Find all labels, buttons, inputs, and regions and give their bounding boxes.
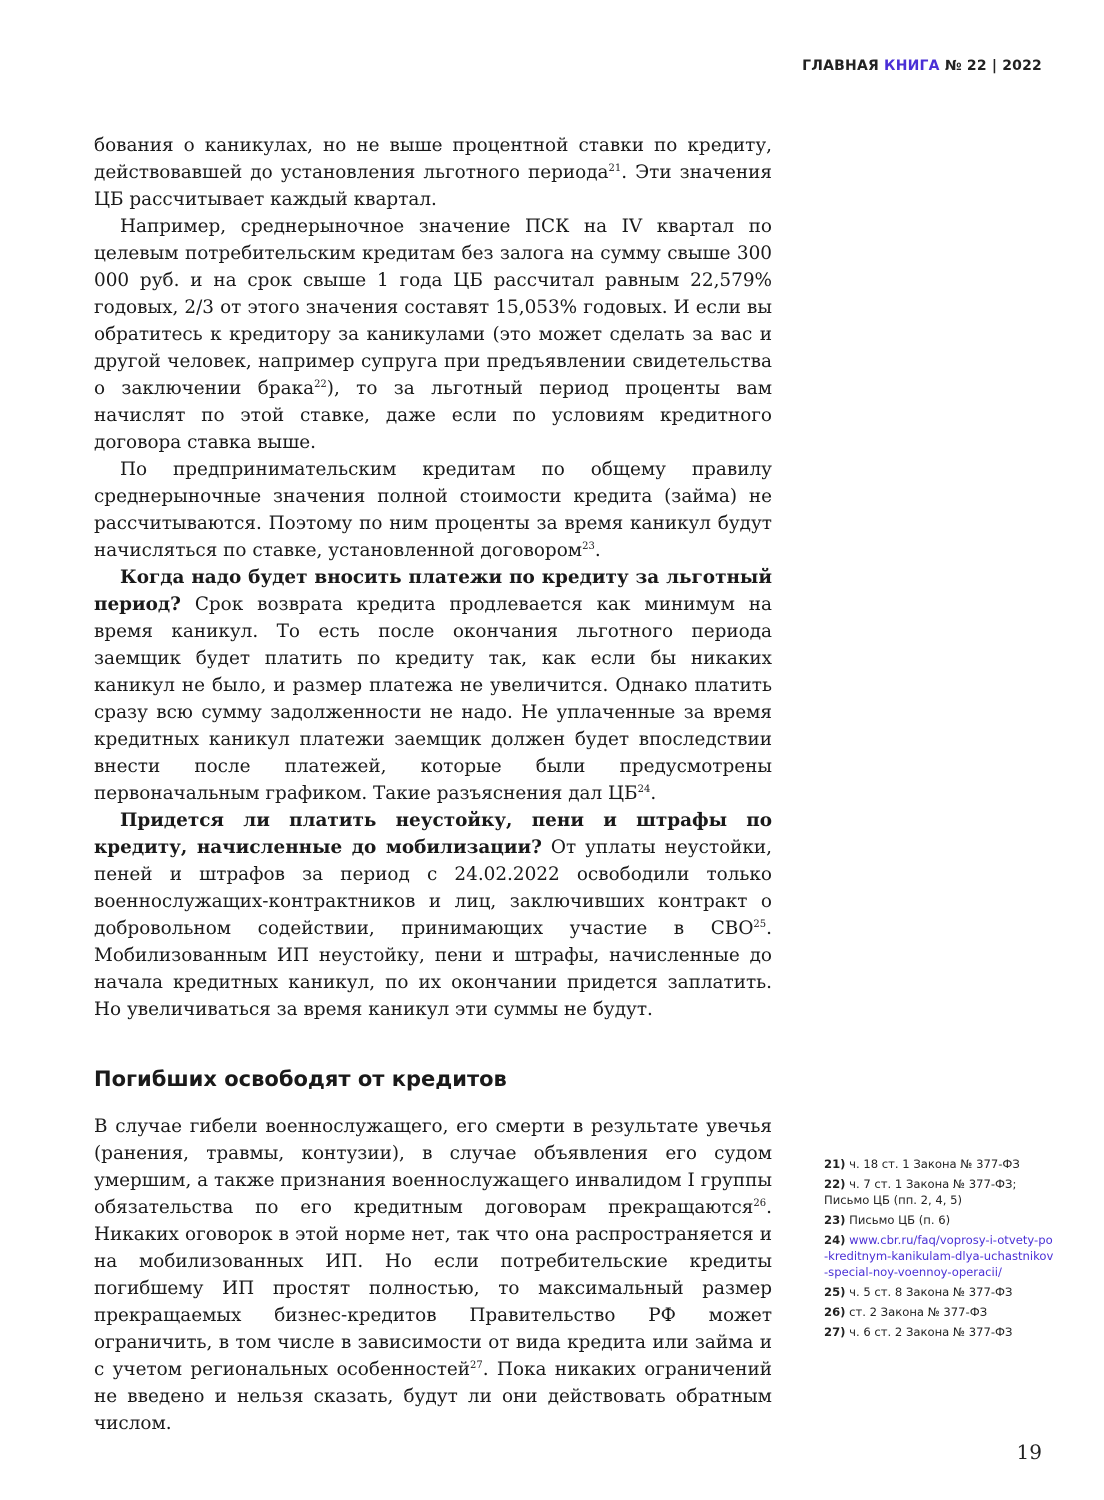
paragraph-text: ), то за льготный период проценты вам начислят по этой ставке, даже если по условиям кредитного договора ставка выше. — [94, 378, 773, 453]
footnote-ref-27[interactable]: 27 — [470, 1360, 483, 1371]
footnote-ref-22[interactable]: 22 — [314, 379, 327, 390]
footnote-text: ч. 6 ст. 2 Закона № 377-ФЗ — [849, 1325, 1013, 1339]
footnote-text: ст. 2 Закона № 377-ФЗ — [849, 1305, 988, 1319]
journal-title-accent: КНИГА — [884, 58, 940, 74]
journal-header — [802, 58, 1042, 74]
paragraph-text: Например, среднерыночное значение ПСК на IV квартал по целевым потребительским кредитам без залога на сумму свыше 300 000 руб. и на срок свыше 1 года ЦБ рассчитал равным 22,579% годовых, 2/3 от этого значения составят 15,053% годовых. И если вы обратитесь к кредитору за каникулами (это может сделать за вас и другой человек, например супруга при предъявлении свидетельства о заключении брака — [94, 216, 772, 399]
paragraph-text: бования о каникулах, но не выше процентной ставки по кредиту, действовавшей до установления льготного периода — [94, 135, 772, 183]
paragraph-text: . Мобилизованным ИП неустойку, пени и штрафы, начисленные до начала кредитных каникул, по их окончании придется заплатить. Но увеличиваться за время каникул эти суммы не будут. — [94, 918, 772, 1020]
paragraph-text: . Никаких оговорок в этой норме нет, так что она распространяется и на мобилизованных ИП. Но если потребительские кредиты погибшему ИП простят полностью, то максимальный размер прекращаемых бизнес-кредитов Правительство РФ может ограничить, в том числе в зависимости от вида кредита или займа и с учетом региональных особенностей — [94, 1197, 772, 1380]
footnote-21 — [824, 1156, 1054, 1172]
footnote-number: 21) — [824, 1157, 846, 1171]
footnote-link[interactable]: www.cbr.ru/faq/voprosy-i-otvety-po-kreditnym-kanikulam-dlya-uchastnikov-special-noy-voennoy-operacii/ — [824, 1233, 1054, 1279]
footnote-27 — [824, 1324, 1054, 1340]
paragraph-text: . — [650, 783, 657, 804]
footnote-23 — [824, 1212, 1054, 1228]
journal-issue: № 22 | 2022 — [944, 58, 1042, 74]
paragraph-text: По предпринимательским кредитам по общему правилу среднерыночные значения полной стоимости кредита (займа) не рассчитываются. Поэтому по ним проценты за время каникул будут начисляться по ставке, установленной договором — [94, 459, 772, 561]
journal-title-main: ГЛАВНАЯ — [802, 58, 879, 74]
section-heading: Погибших освободят от кредитов — [94, 1067, 507, 1091]
article-body — [94, 132, 772, 1437]
footnote-number: 25) — [824, 1285, 846, 1299]
footnote-ref-24[interactable]: 24 — [637, 784, 651, 795]
footnote-26 — [824, 1304, 1054, 1320]
footnote-number: 27) — [824, 1325, 846, 1339]
paragraph-text: От уплаты неустойки, пеней и штрафов за период с 24.02.2022 освободили только военнослужащих-контрактников и лиц, заключивших контракт о добровольном содействии, принимающих участие в СВО — [94, 837, 772, 939]
footnote-22 — [824, 1176, 1054, 1208]
paragraph-3 — [94, 456, 772, 564]
footnote-number: 26) — [824, 1305, 846, 1319]
footnote-24 — [824, 1232, 1054, 1280]
footnote-text: Письмо ЦБ (п. 6) — [849, 1213, 951, 1227]
paragraph-text: . Эти значения ЦБ рассчитывает каждый квартал. — [94, 162, 772, 210]
paragraph-6 — [94, 1113, 772, 1437]
footnote-number: 22) — [824, 1177, 846, 1191]
question-heading: Придется ли платить неустойку, пени и штрафы по кредиту, начисленные до мобилизации? — [94, 810, 772, 858]
paragraph-2 — [94, 213, 772, 456]
footnote-25 — [824, 1284, 1054, 1300]
footnote-number: 23) — [824, 1213, 846, 1227]
footnote-number: 24) — [824, 1233, 846, 1247]
footnote-text: ч. 5 ст. 8 Закона № 377-ФЗ — [849, 1285, 1013, 1299]
paragraph-4 — [94, 564, 772, 807]
paragraph-1 — [94, 132, 772, 213]
footnote-text: ч. 18 ст. 1 Закона № 377-ФЗ — [849, 1157, 1020, 1171]
paragraph-text: . Пока никаких ограничений не введено и нельзя сказать, будут ли они действовать обратным числом. — [94, 1359, 772, 1434]
paragraph-text: . — [594, 540, 601, 561]
paragraph-5 — [94, 807, 772, 1023]
footnotes — [824, 1156, 1054, 1344]
footnote-text: ч. 7 ст. 1 Закона № 377-ФЗ; Письмо ЦБ (пп. 2, 4, 5) — [824, 1177, 1017, 1207]
footnote-ref-26[interactable]: 26 — [753, 1198, 767, 1209]
paragraph-text: В случае гибели военнослужащего, его смерти в результате увечья (ранения, травмы, контузии), в случае объявления его судом умершим, а также признания военнослужащего инвалидом I группы обязательства по его кредитным договорам прекращаются — [94, 1116, 772, 1218]
page-number: 19 — [1016, 1440, 1042, 1464]
footnote-ref-23[interactable]: 23 — [582, 541, 595, 552]
footnote-ref-21[interactable]: 21 — [608, 163, 622, 174]
paragraph-text: Срок возврата кредита продлевается как минимум на время каникул. То есть после окончания льготного периода заемщик будет платить по кредиту так, как если бы никаких каникул не было, и размер платежа не увеличится. Однако платить сразу всю сумму задолженности не надо. Не уплаченные за время кредитных каникул платежи заемщик должен будет впоследствии внести после платежей, которые были предусмотрены первоначальным графиком. Такие разъяснения дал ЦБ — [94, 594, 772, 804]
question-heading: Когда надо будет вносить платежи по кредиту за льготный период? — [94, 567, 772, 615]
footnote-ref-25[interactable]: 25 — [753, 919, 767, 930]
